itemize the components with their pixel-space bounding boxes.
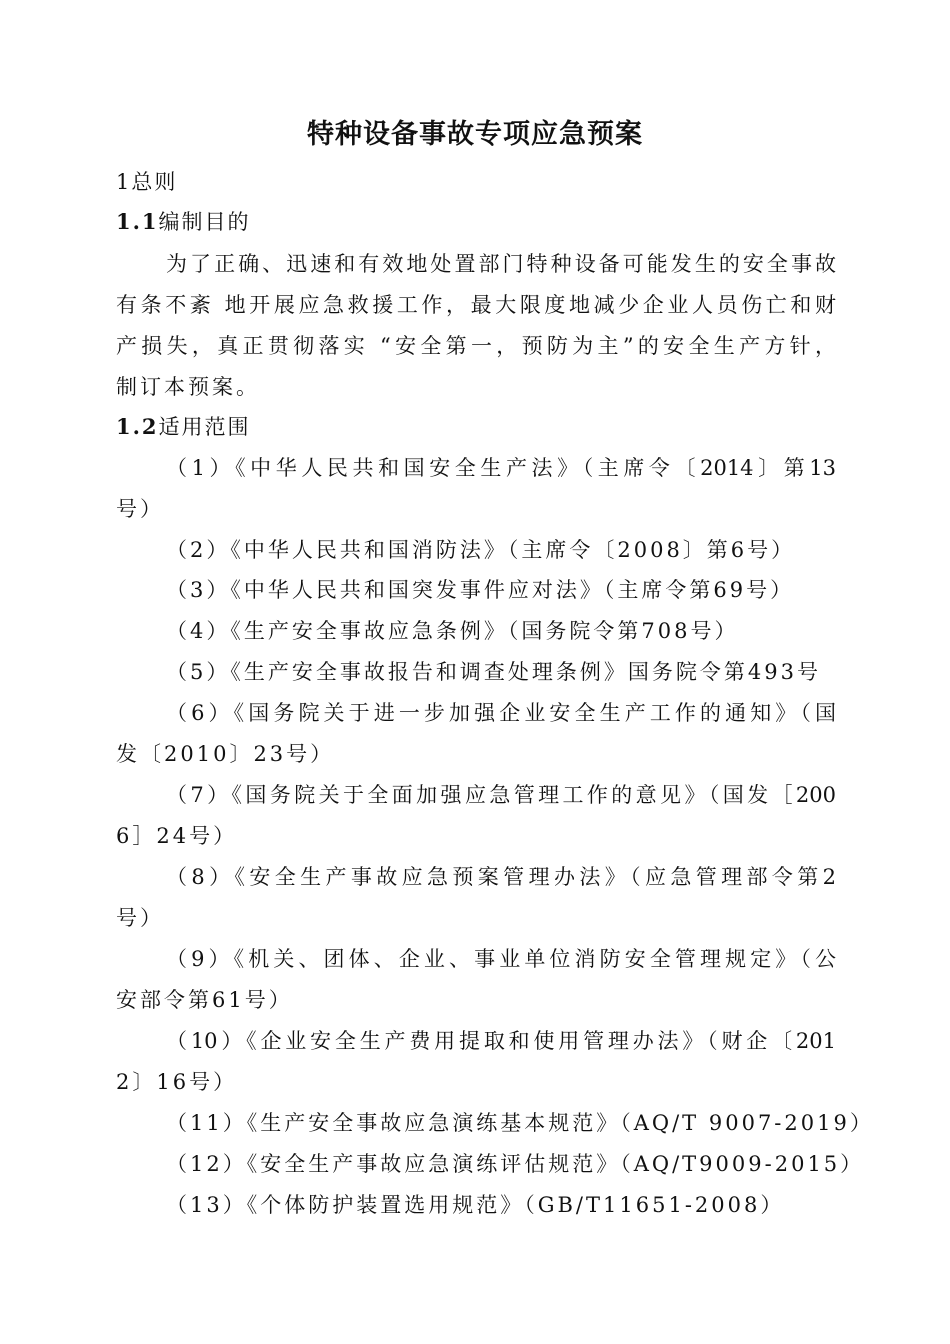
section-label: 编制目的 [158,210,251,234]
section-label: 适用范围 [158,415,251,439]
document-title: 特种设备事故专项应急预案 [307,119,643,150]
section-heading-general: 1总则 [116,170,178,194]
reference-item: （3）《中华人民共和国突发事件应对法》（主席令第69号） [166,578,795,602]
reference-item: （12）《安全生产事故应急演练评估规范》（AQ/T9009-2015） [166,1152,865,1176]
paragraph-line: 有条不紊 地开展应急救援工作，最大限度地减少企业人员伤亡和财 [116,293,836,317]
reference-item: （4）《生产安全事故应急条例》（国务院令第708号） [166,619,739,643]
reference-item: （10）《企业安全生产费用提取和使用管理办法》（财企〔201 [166,1029,836,1053]
reference-item-continued: 6］24号） [116,824,238,848]
reference-item: （13）《个体防护装置选用规范》（GB/T11651-2008） [166,1193,785,1217]
reference-item-continued: 号） [116,497,164,521]
reference-item-continued: 发〔2010〕23号） [116,742,335,766]
reference-item: （8）《安全生产事故应急预案管理办法》（应急管理部令第2 [166,865,836,889]
paragraph-line: 制订本预案。 [116,375,260,399]
paragraph-line: 产损失，真正贯彻落实 “安全第一，预防为主”的安全生产方针， [116,334,836,358]
reference-item-continued: 号） [116,906,164,930]
reference-item: （2）《中华人民共和国消防法》（主席令〔2008〕第6号） [166,538,796,562]
reference-item: （1）《中华人民共和国安全生产法》（主席令〔2014〕第13 [166,456,836,480]
reference-item: （5）《生产安全事故报告和调查处理条例》国务院令第493号 [166,660,821,684]
section-heading-1-1 [116,207,836,237]
reference-item: （9）《机关、团体、企业、事业单位消防安全管理规定》（公 [166,947,836,971]
reference-item: （11）《生产安全事故应急演练基本规范》（AQ/T 9007-2019） [166,1111,874,1135]
section-number: 1.1 [116,209,159,234]
section-number: 1.2 [116,414,159,439]
paragraph-line: 为了正确、迅速和有效地处置部门特种设备可能发生的安全事故 [166,252,836,276]
reference-item: （6）《国务院关于进一步加强企业安全生产工作的通知》（国 [166,701,836,725]
reference-item-continued: 2〕16号） [116,1070,238,1094]
reference-item-continued: 安部令第61号） [116,988,293,1012]
section-heading-1-2 [116,412,836,442]
reference-item: （7）《国务院关于全面加强应急管理工作的意见》（国发［200 [166,783,836,807]
